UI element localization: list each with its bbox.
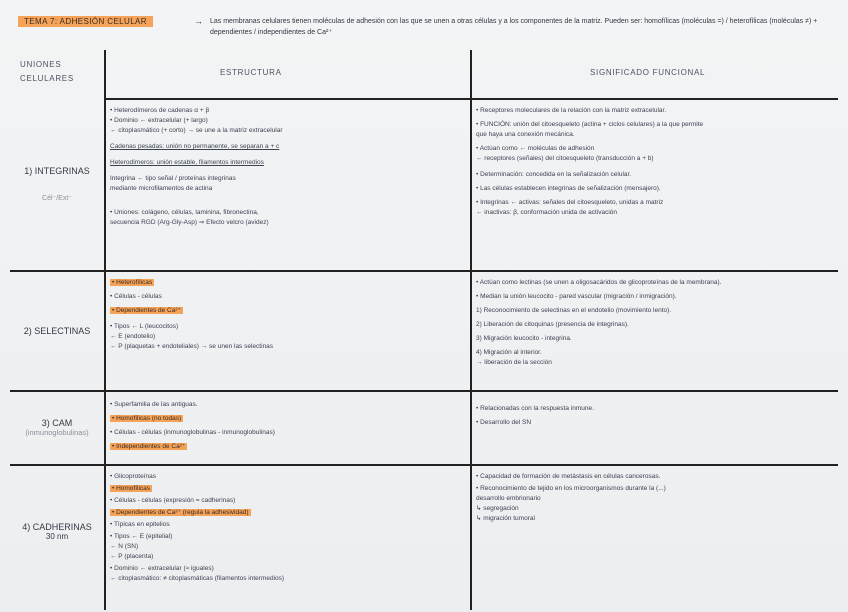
function-line: • Las células establecen integrinas de señalización (mensajero). bbox=[476, 185, 661, 192]
structure-line: mediante microfilamentos de actina bbox=[110, 185, 213, 192]
structure-line: • Células - células bbox=[110, 293, 162, 300]
structure-line: • Tipos ← L (leucocitos) bbox=[110, 323, 179, 330]
row-sublabel: 30 nm bbox=[45, 532, 69, 541]
col-header-significado: SIGNIFICADO FUNCIONAL bbox=[590, 68, 706, 77]
row-label-selectinas bbox=[14, 326, 100, 336]
function-line: • Determinación: concedida en la señalización celular. bbox=[476, 171, 632, 178]
structure-line: Cadenas pesadas: unión no permanente, se separan a + c bbox=[110, 143, 280, 150]
structure-line: • Dominio ← extracelular (+ largo) bbox=[110, 117, 208, 124]
function-line: 2) Liberación de citoquinas (presencia de integrinas). bbox=[476, 321, 629, 328]
structure-line-highlighted: • Independientes de Ca²⁺ bbox=[112, 443, 186, 450]
divider-col1 bbox=[104, 50, 106, 610]
function-line: ↳ migración tumoral bbox=[476, 515, 535, 522]
structure-selectinas bbox=[110, 278, 466, 352]
structure-line: secuencia RGD (Arg-Gly-Asp) ⇒ Efecto velcro (avidez) bbox=[110, 219, 269, 226]
structure-line: ← P (plaquetas + endoteliales) → se unen las selectinas bbox=[110, 343, 274, 350]
divider-row3 bbox=[10, 464, 838, 466]
structure-line-highlighted: • Dependientes de Ca²⁺ bbox=[112, 307, 181, 314]
function-line: 4) Migración al interior. bbox=[476, 349, 542, 356]
structure-line-highlighted: • Homofílicas bbox=[112, 485, 151, 492]
function-line: ↳ segregación bbox=[476, 505, 519, 512]
structure-line-highlighted: • Heterofílicas bbox=[112, 279, 153, 286]
structure-line: ← citoplasmático: ≠ citoplasmáticas (filamentos intermedios) bbox=[110, 575, 285, 582]
row-label-integrinas bbox=[14, 166, 100, 202]
structure-line: • Glicoproteínas bbox=[110, 473, 156, 480]
function-integrinas bbox=[476, 106, 832, 218]
structure-line: ← N (SN) bbox=[110, 543, 139, 550]
row-sublabel: Cél⁻/Ext⁻ bbox=[42, 195, 72, 202]
structure-line: • Heterodímeros de cadenas α + β bbox=[110, 107, 210, 114]
structure-line: • Tipos ← E (epitelial) bbox=[110, 533, 173, 540]
structure-line: ← citoplasmático (+ corto) → se une a la matriz extracelular bbox=[110, 127, 283, 134]
row-title: 2) SELECTINAS bbox=[23, 326, 91, 336]
arrow-icon: → bbox=[194, 16, 203, 26]
row-title: 1) INTEGRINAS bbox=[24, 166, 90, 176]
function-line: ← receptores (señales) del citoesqueleto (transducción a + b) bbox=[476, 155, 654, 162]
page-title: TEMA 7: ADHESIÓN CELULAR bbox=[18, 16, 153, 27]
notes-table bbox=[10, 50, 838, 610]
function-line: ← inactivas: β, conformación unida de activación bbox=[476, 209, 618, 216]
divider-row2 bbox=[10, 390, 838, 392]
structure-integrinas bbox=[110, 106, 466, 228]
function-line: desarrollo embrionario bbox=[476, 495, 541, 502]
structure-line: • Típicas en epitelios bbox=[110, 521, 170, 528]
intro-text: Las membranas celulares tienen moléculas de adhesión con las que se unen a otras células y a los componentes de la matriz. Pueden ser: homofílicas (moléculas =) / heterofílicas (moléculas ≠) + dependientes / independientes de Ca²⁺ bbox=[210, 18, 818, 36]
structure-line: Integrina ← tipo señal / proteínas integrinas bbox=[110, 175, 236, 182]
function-line: • Relacionadas con la respuesta inmune. bbox=[476, 405, 594, 412]
function-line: • Integrinas ← activas: señales del citoesqueleto, unidas a matriz bbox=[476, 199, 664, 206]
col-header-uniones: UNIONES CELULARES bbox=[20, 60, 74, 83]
row-title: 4) CADHERINAS bbox=[22, 522, 92, 532]
function-line: 1) Reconocimiento de selectinas en el endotelio (movimiento lento). bbox=[476, 307, 672, 314]
structure-cam bbox=[110, 400, 466, 452]
row-title: 3) CAM bbox=[41, 418, 73, 428]
function-line: que haya una conexión mecánica. bbox=[476, 131, 575, 138]
structure-line: • Células - células (inmunoglobulinas - inmunoglobulinas) bbox=[110, 429, 275, 436]
col-header-estructura: ESTRUCTURA bbox=[220, 68, 282, 77]
divider-header bbox=[104, 98, 838, 100]
structure-line: • Superfamilia de las antiguas. bbox=[110, 401, 198, 408]
function-line: → liberación de la sección bbox=[476, 359, 552, 366]
function-cadherinas bbox=[476, 472, 832, 524]
structure-line: • Células - células (expresión = cadherinas) bbox=[110, 497, 236, 504]
structure-line: ← E (endotelio) bbox=[110, 333, 156, 340]
structure-line: • Dominio ← extracelular (≈ iguales) bbox=[110, 565, 214, 572]
function-line: • Capacidad de formación de metástasis en células cancerosas. bbox=[476, 473, 661, 480]
divider-row1 bbox=[10, 270, 838, 272]
function-selectinas bbox=[476, 278, 832, 368]
structure-line-highlighted: • Dependientes de Ca²⁺ (regula la adhesividad) bbox=[112, 509, 249, 516]
function-cam bbox=[476, 404, 832, 428]
function-line: • Median la unión leucocito - pared vascular (migración / inmigración). bbox=[476, 293, 677, 300]
structure-line: Heterodímeros: unión estable, filamentos intermedios bbox=[110, 159, 264, 166]
function-line: • Actúan como ← moléculas de adhesión bbox=[476, 145, 595, 152]
structure-line: ← P (placenta) bbox=[110, 553, 154, 560]
function-line: 3) Migración leucocito - integrina. bbox=[476, 335, 572, 342]
function-line: • Receptores moleculares de la relación con la matriz extracelular. bbox=[476, 107, 667, 114]
divider-col2 bbox=[470, 50, 472, 610]
row-label-cadherinas bbox=[14, 522, 100, 541]
function-line: • FUNCIÓN: unión del citoesqueleto (actina + ciclos celulares) a la que permite bbox=[476, 121, 704, 128]
function-line: • Desarrollo del SN bbox=[476, 419, 532, 426]
row-label-cam bbox=[14, 418, 100, 437]
function-line: • Reconocimiento de tejido en los microorganismos durante la (...) bbox=[476, 485, 666, 492]
structure-line: • Uniones: colágeno, células, laminina, fibronectina, bbox=[110, 209, 259, 216]
structure-line-highlighted: • Homofílicas (no todas) bbox=[112, 415, 182, 422]
row-sublabel: (inmunoglobulinas) bbox=[25, 428, 89, 437]
structure-cadherinas bbox=[110, 472, 466, 584]
function-line: • Actúan como lectinas (se unen a oligosacáridos de glicoproteínas de la membrana). bbox=[476, 279, 722, 286]
header bbox=[12, 12, 836, 52]
